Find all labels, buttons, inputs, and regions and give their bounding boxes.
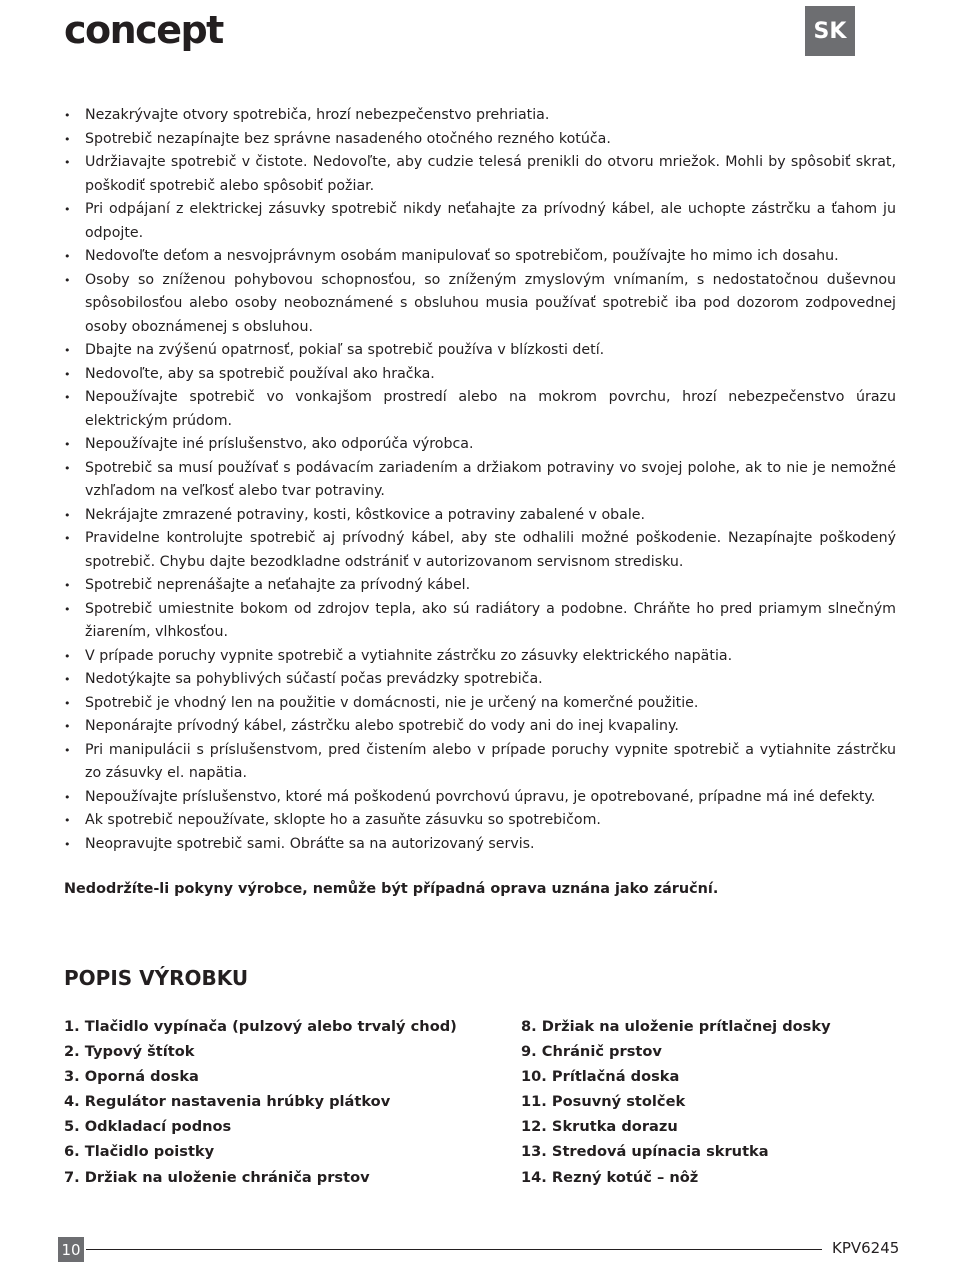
- part-item: 1. Tlačidlo vypínača (pulzový alebo trvalý chod): [64, 1018, 457, 1035]
- list-item: • Spotrebič sa musí používať s podávacím zariadením a držiakom potraviny vo svojej polohe, ak to nie je nemožné vzhľadom na veľkosť alebo tvar potraviny.: [64, 457, 896, 504]
- list-item: • Pri manipulácii s príslušenstvom, pred čistením alebo v prípade poruchy vypnite spotrebič a vytiahnite zástrčku zo zásuvky el. napätia.: [64, 739, 896, 786]
- parts-list-right: [521, 1014, 921, 1190]
- page-number: 10: [58, 1237, 84, 1262]
- list-item: • Nedotýkajte sa pohyblivých súčastí počas prevádzky spotrebiča.: [64, 668, 896, 692]
- list-item: • Dbajte na zvýšenú opatrnosť, pokiaľ sa spotrebič používa v blízkosti detí.: [64, 339, 896, 363]
- part-item: 2. Typový štítok: [64, 1043, 195, 1061]
- part-item: 4. Regulátor nastavenia hrúbky plátkov: [64, 1093, 391, 1111]
- section-title: POPIS VÝROBKU: [64, 966, 249, 990]
- list-item: • Spotrebič je vhodný len na použitie v domácnosti, nie je určený na komerčné použitie.: [64, 692, 896, 716]
- part-item: 10. Prítlačná doska: [521, 1068, 680, 1086]
- part-item: 13. Stredová upínacia skrutka: [521, 1143, 769, 1161]
- list-item: • Pri odpájaní z elektrickej zásuvky spotrebič nikdy neťahajte za prívodný kábel, ale uchopte zástrčku a ťahom ju odpojte.: [64, 198, 896, 245]
- list-item: • Osoby so zníženou pohybovou schopnosťou, so zníženým zmyslovým vnímaním, s nedostatočnou duševnou spôsobilosťou alebo osoby neoboznámené s obsluhou musia používať spotrebič iba pod dozorom zodpovednej osoby oboznámenej s obsluhou.: [64, 269, 896, 340]
- warranty-warning: Nedodržíte-li pokyny výrobce, nemůže být případná oprava uznána jako záruční.: [64, 881, 719, 897]
- list-item: • Nepoužívajte príslušenstvo, ktoré má poškodenú povrchovú úpravu, je opotrebované, prípadne má iné defekty.: [64, 786, 896, 810]
- brand-logo: concept: [64, 8, 223, 52]
- list-item: • Nezakrývajte otvory spotrebiča, hrozí nebezpečenstvo prehriatia.: [64, 104, 896, 128]
- footer-divider: [86, 1249, 822, 1250]
- language-badge: SK: [805, 6, 855, 56]
- part-item: 5. Odkladací podnos: [64, 1118, 232, 1136]
- list-item: • Pravidelne kontrolujte spotrebič aj prívodný kábel, aby ste odhalili možné poškodenie. Nezapínajte poškodený spotrebič. Chybu dajte bezodkladne odstrániť v autorizovanom servisnom stredisku.: [64, 527, 896, 574]
- part-item: 6. Tlačidlo poistky: [64, 1143, 215, 1161]
- part-item: 7. Držiak na uloženie chrániča prstov: [64, 1168, 370, 1186]
- list-item: • Spotrebič umiestnite bokom od zdrojov tepla, ako sú radiátory a podobne. Chráňte ho pred priamym slnečným žiarením, vlhkosťou.: [64, 598, 896, 645]
- list-item: • Nepoužívajte spotrebič vo vonkajšom prostredí alebo na mokrom povrchu, hrozí nebezpečenstvo úrazu elektrickým prúdom.: [64, 386, 896, 433]
- list-item: • Spotrebič neprenášajte a neťahajte za prívodný kábel.: [64, 574, 896, 598]
- list-item: • Spotrebič nezapínajte bez správne nasadeného otočného rezného kotúča.: [64, 128, 896, 152]
- safety-instructions-list: [64, 104, 896, 856]
- list-item: • Nepoužívajte iné príslušenstvo, ako odporúča výrobca.: [64, 433, 896, 457]
- list-item: • Nedovoľte deťom a nesvojprávnym osobám manipulovať so spotrebičom, používajte ho mimo ich dosahu.: [64, 245, 896, 269]
- part-item: 14. Rezný kotúč – nôž: [521, 1168, 699, 1186]
- part-item: 12. Skrutka dorazu: [521, 1118, 678, 1136]
- list-item: • Nekrájajte zmrazené potraviny, kosti, kôstkovice a potraviny zabalené v obale.: [64, 504, 896, 528]
- list-item: • Neponárajte prívodný kábel, zástrčku alebo spotrebič do vody ani do inej kvapaliny.: [64, 715, 896, 739]
- list-item: • Udržiavajte spotrebič v čistote. Nedovoľte, aby cudzie telesá prenikli do otvoru mriežok. Mohli by spôsobiť skrat, poškodiť spotrebič alebo spôsobiť požiar.: [64, 151, 896, 198]
- list-item: • Neopravujte spotrebič sami. Obráťte sa na autorizovaný servis.: [64, 833, 896, 857]
- parts-list-left: [64, 1014, 504, 1190]
- part-item: 3. Oporná doska: [64, 1068, 199, 1086]
- list-item: • Nedovoľte, aby sa spotrebič používal ako hračka.: [64, 363, 896, 387]
- part-item: 8. Držiak na uloženie prítlačnej dosky: [521, 1018, 831, 1035]
- part-item: 9. Chránič prstov: [521, 1043, 662, 1061]
- list-item: • V prípade poruchy vypnite spotrebič a vytiahnite zástrčku zo zásuvky elektrického napätia.: [64, 645, 896, 669]
- part-item: 11. Posuvný stolček: [521, 1093, 686, 1111]
- list-item: • Ak spotrebič nepoužívate, sklopte ho a zasuňte zásuvku so spotrebičom.: [64, 809, 896, 833]
- model-number: KPV6245: [832, 1239, 900, 1257]
